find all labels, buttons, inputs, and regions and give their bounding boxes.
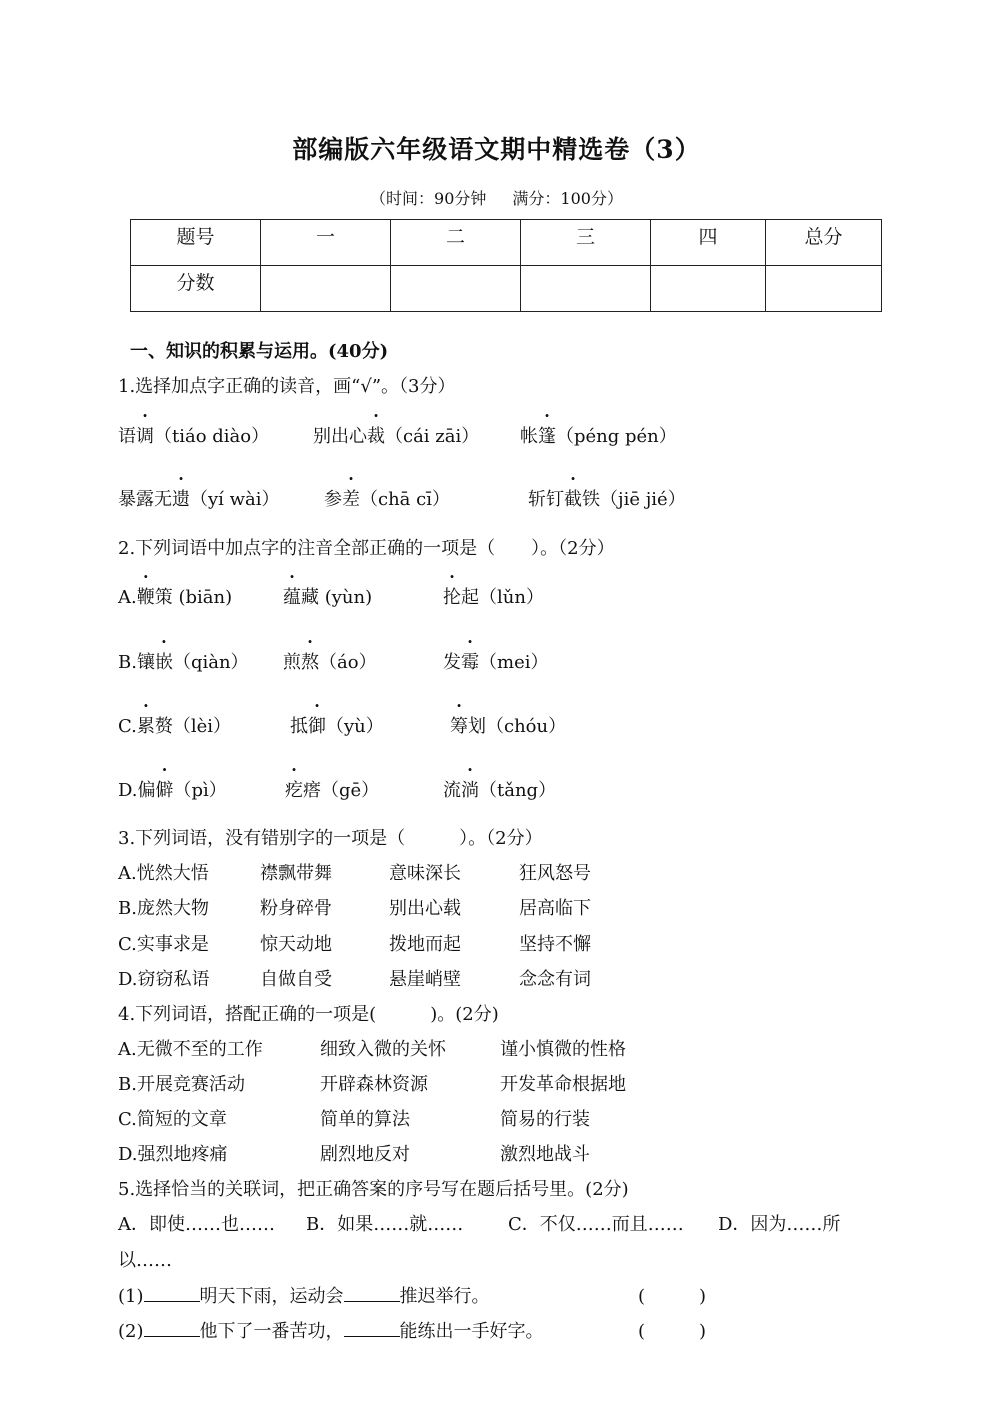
q3-word: 惊天动地 [260,934,332,955]
score-table [130,219,882,312]
q5-item-1 [118,1282,707,1308]
option-word: 煎熬（áo） [283,652,377,673]
q4-phrase: 开发革命根据地 [500,1074,626,1095]
q5-option: A．即使……也…… [118,1214,275,1235]
exam-full-score: 满分：100分） [512,189,623,208]
q5-option: C．不仅……而且…… [508,1214,684,1235]
q1-word: 斩钉截铁（jiē jié） [528,489,686,510]
q3-word: 狂风怒号 [519,863,591,884]
exam-info [0,186,993,209]
q1-word: 帐篷（péng pén） [520,426,677,447]
q4-phrase: 简易的行装 [500,1109,590,1130]
q2-option-a[interactable] [118,583,544,609]
q3-word: D.窃窃私语 [118,969,210,990]
q2-option-c[interactable] [118,712,567,738]
score-table-header-row [131,220,882,266]
q5-item-2 [118,1317,707,1343]
dotted-char: 累 [136,716,155,737]
header-cell: 一 [261,220,391,266]
q3-word: 悬崖峭壁 [389,969,461,990]
score-cell[interactable] [261,266,391,312]
q4-option-d[interactable] [118,1140,590,1166]
option-label: A. [118,587,137,608]
answer-blank[interactable] [144,1320,200,1337]
q3-option-b[interactable] [118,894,591,920]
row-label-cell: 分数 [131,266,261,312]
q5-options-continued: 以…… [118,1250,172,1271]
q4-phrase: 激烈地战斗 [500,1144,590,1165]
q1-word: 别出心裁（cái zāi） [313,426,480,447]
q2-option-b[interactable] [118,648,549,674]
answer-blank[interactable] [344,1285,400,1302]
question-1-stem: 1.选择加点字正确的读音，画“√”。（3分） [118,376,456,397]
option-word: 抡起（lǔn） [443,587,544,608]
score-table-score-row [131,266,882,312]
header-cell: 二 [391,220,521,266]
q3-option-c[interactable] [118,930,591,956]
q3-word: 意味深长 [389,863,461,884]
q4-phrase: B.开展竞赛活动 [118,1074,245,1095]
q5-option: D．因为……所 [718,1214,841,1235]
header-cell: 四 [651,220,766,266]
q3-word: 拨地而起 [389,934,461,955]
answer-blank[interactable] [344,1320,400,1337]
q4-option-c[interactable] [118,1105,590,1131]
q3-word: 别出心载 [389,898,461,919]
option-word: 赘（lèi） [154,716,232,737]
q1-word: 暴露无遗（yí wài） [118,489,280,510]
header-cell: 题号 [131,220,261,266]
score-cell[interactable] [651,266,766,312]
q4-phrase: C.简短的文章 [118,1109,227,1130]
option-word: 流淌（tǎng） [443,780,557,801]
score-cell[interactable] [391,266,521,312]
answer-paren[interactable]: ( ) [638,1286,707,1307]
option-label: B. [118,652,137,673]
header-cell: 三 [521,220,651,266]
question-3-stem: 3.下列词语，没有错别字的一项是（ ）。（2分） [118,828,543,849]
question-4-stem: 4.下列词语，搭配正确的一项是( )。(2分) [118,1004,499,1025]
q3-word: 坚持不懈 [519,934,591,955]
item-text: 明天下雨，运动会 [199,1286,344,1307]
option-word: （pì） [173,780,227,801]
dotted-char: 嵌 [154,652,173,673]
q4-option-a[interactable] [118,1035,626,1061]
item-text: 能练出一手好字。 [399,1321,544,1342]
option-word: 偏 [137,780,156,801]
page-title: 部编版六年级语文期中精选卷（3） [292,135,701,164]
q4-phrase: 细致入微的关怀 [320,1039,446,1060]
q3-option-a[interactable] [118,859,591,885]
q3-word: A.恍然大悟 [118,863,209,884]
answer-blank[interactable] [144,1285,200,1302]
score-cell[interactable] [521,266,651,312]
question-5-stem: 5.选择恰当的关联词，把正确答案的序号写在题后括号里。(2分) [118,1179,629,1200]
option-word: 抵御（yù） [290,716,384,737]
section-heading: 一、知识的积累与运用。(40分) [130,341,389,362]
item-text: 推迟举行。 [399,1286,490,1307]
q3-word: 念念有词 [519,969,591,990]
q3-word: 粉身碎骨 [260,898,332,919]
q4-phrase: 谨小慎微的性格 [500,1039,626,1060]
header-cell: 总分 [766,220,882,266]
option-label: D. [118,780,138,801]
q5-option: B．如果……就…… [306,1214,464,1235]
dotted-char: 僻 [155,780,174,801]
q4-phrase: A.无微不至的工作 [118,1039,263,1060]
item-text: 他下了一番苦功， [199,1321,344,1342]
answer-paren[interactable]: ( ) [638,1321,707,1342]
option-label: C. [118,716,137,737]
option-word: 发霉（mei） [443,652,549,673]
item-number: (1) [118,1286,144,1307]
q3-word: 襟飘带舞 [260,863,332,884]
question-2-stem: 2.下列词语中加点字的注音全部正确的一项是（ ）。（2分） [118,538,615,559]
option-word: 蕴藏 (yùn) [283,587,373,608]
q3-word: B.庞然大物 [118,898,209,919]
exam-time: （时间：90分钟 [370,189,487,208]
q4-phrase: D.强烈地疼痛 [118,1144,228,1165]
q4-phrase: 剧烈地反对 [320,1144,410,1165]
score-cell[interactable] [766,266,882,312]
option-word: 镶 [136,652,155,673]
q2-option-d[interactable] [118,776,557,802]
q3-option-d[interactable] [118,965,591,991]
option-word: 策 (biān) [154,587,233,608]
q4-phrase: 开辟森林资源 [320,1074,428,1095]
q3-word: C.实事求是 [118,934,209,955]
option-word: 疙瘩（gē） [285,780,380,801]
q3-word: 居高临下 [519,898,591,919]
q4-option-b[interactable] [118,1070,626,1096]
q4-phrase: 简单的算法 [320,1109,410,1130]
item-number: (2) [118,1321,144,1342]
option-word: 筹划（chóu） [450,716,567,737]
q1-word: 参差（chā cī） [324,489,450,510]
q1-word: 语调（tiáo diào） [118,426,270,447]
q5-options [118,1210,840,1236]
option-word: （qiàn） [172,652,249,673]
dotted-char: 鞭 [136,587,155,608]
q3-word: 自做自受 [260,969,332,990]
